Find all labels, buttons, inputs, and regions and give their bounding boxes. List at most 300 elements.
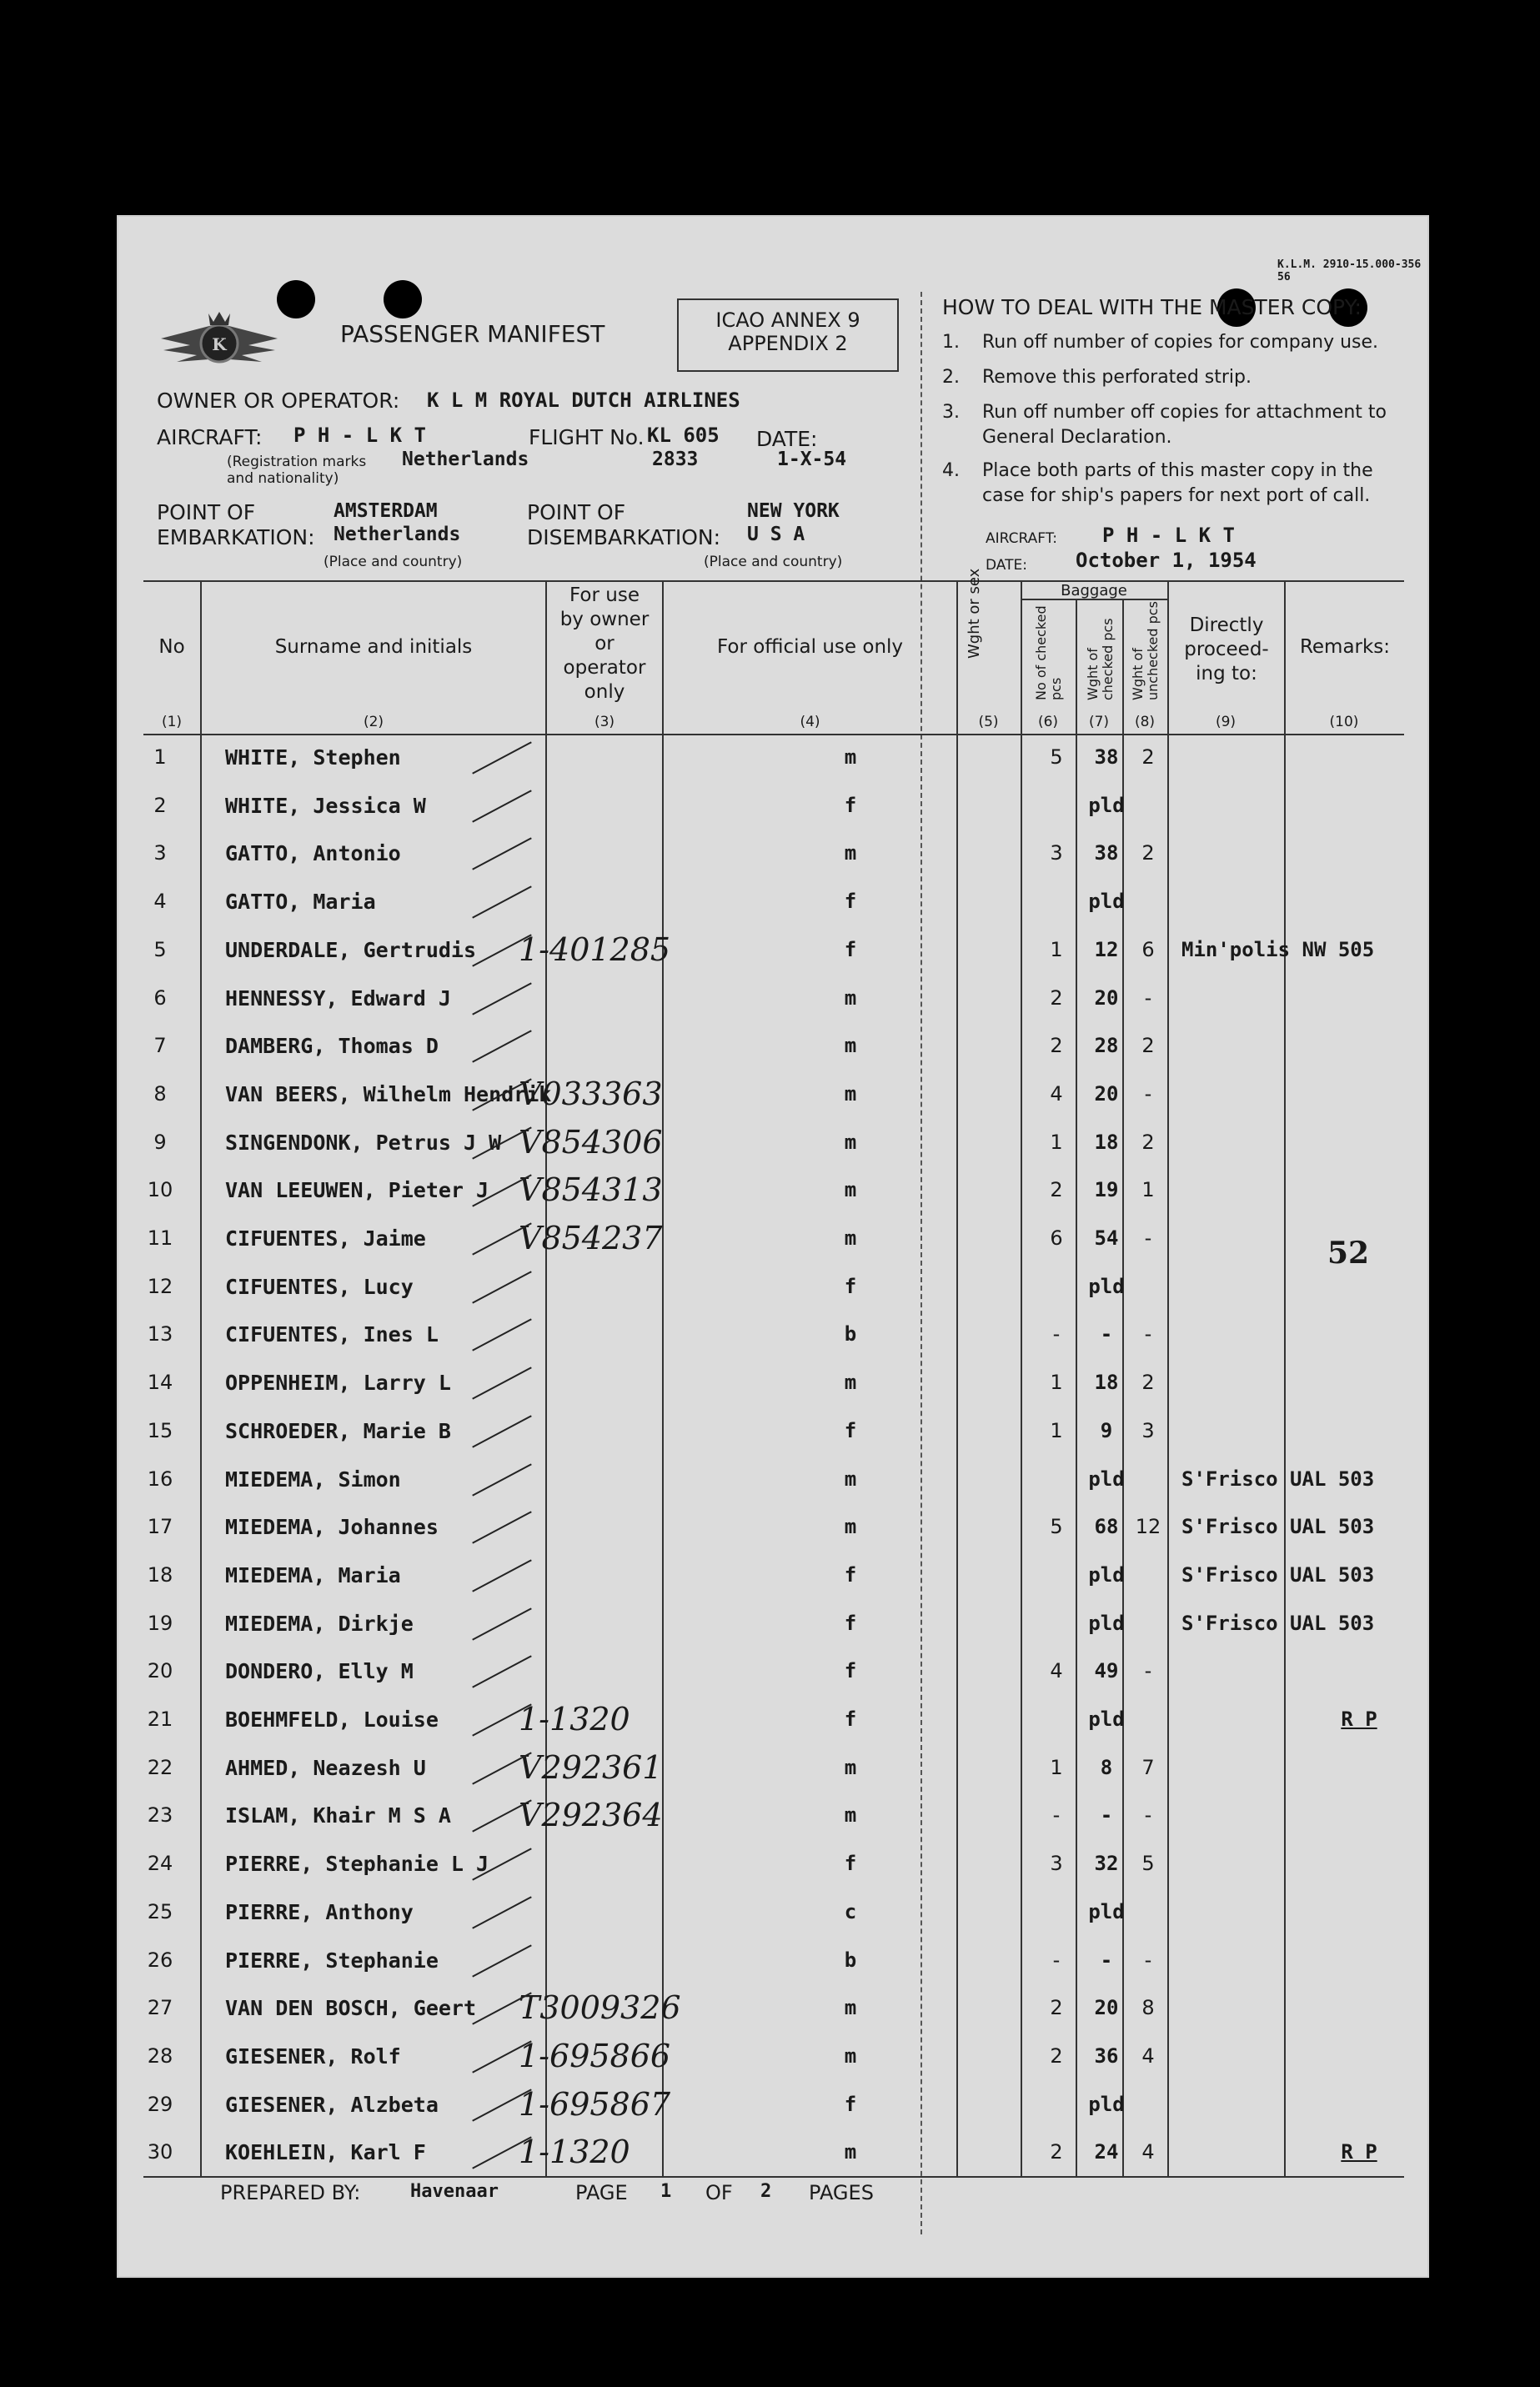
checked-weight: - [1100,1803,1113,1828]
passenger-name: VAN LEEUWEN, Pieter J [225,1178,489,1203]
checked-weight: 20 [1094,1081,1119,1106]
table-row [118,1942,1427,1990]
passenger-name: ISLAM, Khair M S A [225,1803,451,1828]
table-row [118,2134,1427,2182]
row-number: 17 [147,1515,173,1539]
row-number: 12 [147,1274,173,1298]
table-row [118,1797,1427,1845]
col-index: (5) [978,714,999,730]
row-number: 11 [147,1226,173,1250]
passenger-name: DONDERO, Elly M [225,1659,414,1684]
unchecked-weight: 6 [1141,937,1155,961]
col-header-official: For official use only [716,636,904,658]
punch-hole [384,280,422,318]
passenger-name: KOEHLEIN, Karl F [225,2140,426,2165]
passenger-name: AHMED, Neazesh U [225,1755,426,1780]
checked-weight: 38 [1094,841,1119,865]
disembark-city: NEW YORK [747,500,840,522]
unchecked-weight: 1 [1141,1178,1155,1202]
handwritten-passport-number: 1-1320 [519,1701,630,1738]
proceeding-to: S'Frisco UAL 503 [1181,1562,1375,1587]
col-header-proc-line: ing to: [1196,663,1257,685]
passenger-sex: m [844,1178,857,1202]
row-number: 14 [147,1371,173,1395]
checked-pieces: 2 [1050,2043,1063,2068]
page-label: PAGE [575,2181,628,2204]
instruction-text: case for ship's papers for next port of call. [982,485,1371,506]
owner-value: K L M ROYAL DUTCH AIRLINES [427,389,740,412]
passenger-name: MIEDEMA, Johannes [225,1515,439,1540]
table-row [118,1893,1427,1942]
embark-label: EMBARKATION: [157,525,315,549]
checked-pieces: 4 [1050,1659,1063,1683]
right-date-label: DATE: [986,557,1027,574]
table-row [118,1171,1427,1220]
col-index: (8) [1134,714,1156,730]
col-index: (2) [363,714,384,730]
check-mark [472,741,532,774]
table-row [118,883,1427,931]
instruction-text: General Declaration. [982,427,1172,448]
handwritten-passport-number: V033363 [519,1075,663,1112]
col-header-pcs: No of checked pcs [1033,605,1064,700]
of-value: 2 [760,2181,772,2202]
proceeding-to: S'Frisco UAL 503 [1181,1515,1375,1539]
checked-pieces: 3 [1050,1852,1063,1876]
col-header-no: No [158,636,185,658]
passenger-sex: f [844,1611,857,1635]
instruction-text: Place both parts of this master copy in the [982,460,1373,481]
checked-pieces: 2 [1050,1178,1063,1202]
passenger-name: VAN DEN BOSCH, Geert [225,1996,477,2021]
handwritten-passport-number: 1-1320 [519,2134,630,2171]
checked-pieces: - [1052,1322,1061,1346]
checked-pieces: 1 [1050,1755,1063,1779]
passenger-sex: c [844,1899,857,1923]
prepared-label: PREPARED BY: [220,2181,361,2204]
passenger-sex: f [844,1659,857,1683]
col-header-remarks: Remarks: [1299,636,1391,658]
proceeding-to: Min'polis NW 505 [1181,937,1375,961]
check-mark [472,1031,532,1063]
disembark-label: DISEMBARKATION: [527,525,721,549]
checked-weight: - [1100,1948,1113,1972]
checked-weight: 8 [1100,1755,1113,1779]
punch-hole [277,280,315,318]
passenger-sex: m [844,1130,857,1154]
table-row [118,1027,1427,1076]
check-mark [472,790,532,822]
checked-weight: 28 [1094,1034,1119,1058]
checked-pieces: 5 [1050,745,1063,769]
stamp-number: 52 [1327,1236,1370,1271]
table-row [118,1316,1427,1364]
unchecked-weight: - [1144,1803,1152,1828]
unchecked-weight: 4 [1141,2043,1155,2068]
checked-pieces: 1 [1050,937,1063,961]
registration-note: (Registration marks [227,454,367,470]
table-row [118,1701,1427,1749]
col-header-owner-line: For use [569,584,640,606]
checked-weight: pld [1088,1274,1125,1298]
table-row [118,1605,1427,1653]
table-top-rule [143,580,1404,582]
passenger-sex: m [844,1515,857,1539]
unchecked-weight: - [1144,1659,1152,1683]
check-mark [472,1559,532,1592]
passenger-name: GIESENER, Rolf [225,2043,401,2069]
passenger-sex: f [844,1708,857,1731]
col-header-owner-line: operator [563,657,646,679]
right-date-value: October 1, 1954 [1076,549,1257,572]
table-row [118,787,1427,835]
col-header-name: Surname and initials [274,636,473,658]
check-mark [472,1896,532,1928]
checked-weight: 24 [1094,2140,1119,2164]
check-mark [472,885,532,918]
col-header-owner-line: or [594,633,614,654]
embark-city: AMSTERDAM [334,500,438,522]
passenger-sex: m [844,1755,857,1779]
checked-weight: 68 [1094,1515,1119,1539]
flight-value2: 2833 [652,449,699,470]
checked-weight: 54 [1094,1226,1119,1250]
passenger-sex: m [844,1467,857,1491]
table-row [118,1412,1427,1461]
checked-weight: 20 [1094,985,1119,1010]
passenger-name: CIFUENTES, Jaime [225,1226,426,1251]
check-mark [472,1463,532,1496]
checked-pieces: - [1052,1803,1061,1828]
handwritten-passport-number: V292364 [519,1797,663,1834]
row-number: 30 [147,2140,173,2164]
passenger-name: CIFUENTES, Lucy [225,1274,414,1299]
passenger-sex: f [844,1274,857,1298]
row-number: 19 [147,1611,173,1635]
row-number: 1 [153,745,167,769]
passenger-name: UNDERDALE, Gertrudis [225,937,477,962]
col-index: (10) [1329,714,1359,730]
instruction-text: Run off number of copies for company use. [982,332,1379,353]
checked-pieces: 5 [1050,1515,1063,1539]
checked-pieces: 1 [1050,1371,1063,1395]
instructions-title: HOW TO DEAL WITH THE MASTER COPY: [942,295,1362,319]
passenger-name: DAMBERG, Thomas D [225,1034,439,1059]
instruction-num: 1. [942,332,960,353]
row-number: 2 [153,793,167,817]
table-row [118,1461,1427,1509]
checked-weight: pld [1088,1562,1125,1587]
passenger-sex: m [844,1034,857,1058]
passenger-sex: f [844,937,857,961]
table-row [118,1124,1427,1172]
icao-line2: APPENDIX 2 [728,332,848,355]
checked-weight: pld [1088,890,1125,914]
passenger-sex: m [844,1371,857,1395]
unchecked-weight: 12 [1135,1515,1161,1539]
unchecked-weight: - [1144,1322,1152,1346]
table-row [118,1076,1427,1124]
table-row [118,1220,1427,1268]
passenger-sex: b [844,1948,857,1972]
passenger-name: MIEDEMA, Dirkje [225,1611,414,1636]
pages-label: PAGES [809,2181,874,2204]
passenger-name: PIERRE, Stephanie L J [225,1852,489,1877]
col-header-owner-line: by owner [559,609,650,630]
passenger-name: WHITE, Stephen [225,745,401,770]
unchecked-weight: 2 [1141,841,1155,865]
unchecked-weight: 5 [1141,1852,1155,1876]
table-row [118,980,1427,1028]
row-number: 9 [153,1130,167,1154]
passenger-name: GATTO, Maria [225,890,376,915]
passenger-name: SINGENDONK, Petrus J W [225,1130,502,1155]
flight-value: KL 605 [647,424,720,447]
row-number: 8 [153,1081,167,1106]
checked-pieces: 2 [1050,985,1063,1010]
handwritten-passport-number: T3009326 [519,1989,681,2027]
passenger-name: BOEHMFELD, Louise [225,1708,439,1732]
checked-pieces: 2 [1050,1996,1063,2020]
disembark-label: POINT OF [527,500,626,524]
table-row [118,1268,1427,1316]
checked-weight: 20 [1094,1996,1119,2020]
unchecked-weight: - [1144,985,1152,1010]
col-index: (4) [800,714,820,730]
passenger-name: VAN BEERS, Wilhelm Hendrik [225,1081,552,1106]
aircraft-value: P H - L K T [293,424,426,447]
disembark-country: U S A [747,524,805,545]
klm-logo [157,298,282,379]
check-mark [472,982,532,1015]
place-note: (Place and country) [324,554,463,570]
passenger-sex: f [844,1852,857,1876]
row-number: 15 [147,1418,173,1442]
checked-weight: - [1100,1322,1113,1346]
handwritten-passport-number: V292361 [519,1748,663,1786]
unchecked-weight: 4 [1141,2140,1155,2164]
date-label: DATE: [756,427,818,451]
passenger-name: PIERRE, Stephanie [225,1948,439,1973]
col-header-owner [547,584,662,705]
unchecked-weight: - [1144,1948,1152,1972]
passenger-sex: f [844,890,857,914]
passenger-sex: m [844,1803,857,1828]
check-mark [472,1415,532,1447]
place-note: (Place and country) [704,554,843,570]
check-mark [472,1319,532,1351]
row-number: 21 [147,1708,173,1731]
handwritten-passport-number: 1-695867 [519,2085,671,2123]
prepared-value: Havenaar [410,2181,499,2202]
row-number: 27 [147,1996,173,2020]
instruction-text: Run off number off copies for attachment to [982,402,1387,423]
passenger-name: CIFUENTES, Ines L [225,1322,439,1347]
passenger-sex: m [844,841,857,865]
checked-pieces: 1 [1050,1418,1063,1442]
checked-weight: 38 [1094,745,1119,769]
checked-pieces: 1 [1050,1130,1063,1154]
check-mark [472,1367,532,1399]
checked-weight: 32 [1094,1852,1119,1876]
row-number: 24 [147,1852,173,1876]
page-value: 1 [660,2181,672,2202]
check-mark [472,1271,532,1303]
check-mark [472,1512,532,1544]
checked-pieces: 6 [1050,1226,1063,1250]
check-mark [472,1656,532,1688]
proceeding-to: S'Frisco UAL 503 [1181,1611,1375,1635]
instruction-num: 4. [942,460,960,481]
row-number: 22 [147,1755,173,1779]
table-row [118,1364,1427,1412]
proceeding-to: S'Frisco UAL 503 [1181,1467,1375,1491]
passenger-sex: m [844,985,857,1010]
handwritten-passport-number: V854306 [519,1123,663,1161]
table-row [118,1508,1427,1557]
instruction-num: 3. [942,402,960,423]
passenger-sex: m [844,1996,857,2020]
form-code: K.L.M. 2910-15.000-356 56 [1277,258,1422,283]
checked-weight: 19 [1094,1178,1119,1202]
table-row [118,739,1427,787]
col-index: (9) [1215,714,1237,730]
passenger-name: GIESENER, Alzbeta [225,2092,439,2117]
row-number: 5 [153,937,167,961]
flight-label: FLIGHT No. [529,425,645,449]
checked-pieces: 2 [1050,1034,1063,1058]
checked-weight: 9 [1100,1418,1113,1442]
passenger-name: GATTO, Antonio [225,841,401,866]
instruction-text: Remove this perforated strip. [982,367,1252,388]
passenger-sex: m [844,2043,857,2068]
right-aircraft-label: AIRCRAFT: [986,530,1057,547]
passenger-name: WHITE, Jessica W [225,793,426,818]
checked-weight: pld [1088,2092,1125,2116]
embark-country: Netherlands [334,524,461,545]
icao-box [677,298,899,372]
registration-note: and nationality) [227,470,339,487]
col-header-proc-line: proceed- [1184,639,1269,660]
row-number: 18 [147,1562,173,1587]
passenger-sex: m [844,2140,857,2164]
unchecked-weight: 8 [1141,1996,1155,2020]
manifest-sheet [117,215,1429,2278]
row-number: 16 [147,1467,173,1491]
row-number: 29 [147,2092,173,2116]
embark-label: POINT OF [157,500,256,524]
manifest-title: PASSENGER MANIFEST [340,320,605,348]
row-number: 10 [147,1178,173,1202]
unchecked-weight: 2 [1141,745,1155,769]
checked-weight: pld [1088,1611,1125,1635]
date-value: 1-X-54 [777,449,847,470]
checked-weight: pld [1088,1899,1125,1923]
checked-weight: 36 [1094,2043,1119,2068]
row-number: 6 [153,985,167,1010]
aircraft-label: AIRCRAFT: [157,425,263,449]
owner-label: OWNER OR OPERATOR: [157,389,400,413]
table-row [118,1557,1427,1605]
remarks: R P [1341,1708,1377,1731]
of-label: OF [705,2181,733,2204]
passenger-sex: m [844,745,857,769]
passenger-name: SCHROEDER, Marie B [225,1418,451,1443]
passenger-name: MIEDEMA, Simon [225,1467,401,1492]
row-number: 7 [153,1034,167,1058]
unchecked-weight: - [1144,1226,1152,1250]
table-row [118,931,1427,980]
checked-weight: 18 [1094,1371,1119,1395]
col-index: (6) [1037,714,1059,730]
checked-weight: pld [1088,793,1125,817]
handwritten-passport-number: V854237 [519,1220,663,1256]
col-header-proceeding [1169,614,1284,686]
table-row [118,1845,1427,1893]
svg-text:K: K [212,334,227,354]
table-row [118,2038,1427,2086]
col-header-owner-line: only [584,681,625,703]
unchecked-weight: 3 [1141,1418,1155,1442]
checked-pieces: 2 [1050,2140,1063,2164]
row-number: 26 [147,1948,173,1972]
checked-weight: pld [1088,1708,1125,1731]
passenger-name: MIEDEMA, Maria [225,1562,401,1587]
table-row [118,1749,1427,1798]
col-header-wt: Wght of checked pcs [1085,618,1116,700]
checked-pieces: 4 [1050,1081,1063,1106]
col-header-unchecked: Wght of unchecked pcs [1130,601,1161,700]
row-number: 25 [147,1899,173,1923]
checked-pieces: - [1052,1948,1061,1972]
unchecked-weight: 2 [1141,1371,1155,1395]
passenger-sex: m [844,1226,857,1250]
row-number: 23 [147,1803,173,1828]
row-number: 3 [153,841,167,865]
passenger-sex: f [844,793,857,817]
remarks: R P [1341,2140,1377,2164]
aircraft-nationality: Netherlands [402,449,529,470]
unchecked-weight: 2 [1141,1034,1155,1058]
passenger-sex: f [844,1562,857,1587]
unchecked-weight: - [1144,1081,1152,1106]
row-number: 28 [147,2043,173,2068]
row-number: 13 [147,1322,173,1346]
table-row [118,835,1427,883]
checked-pieces: 3 [1050,841,1063,865]
passenger-sex: f [844,1418,857,1442]
right-aircraft-value: P H - L K T [1102,524,1235,547]
table-row [118,1652,1427,1701]
table-row [118,2086,1427,2134]
icao-line1: ICAO ANNEX 9 [715,308,860,332]
checked-weight: 49 [1094,1659,1119,1683]
passenger-name: OPPENHEIM, Larry L [225,1371,451,1396]
col-header-baggage: Baggage [1061,582,1127,599]
checked-weight: 12 [1094,937,1119,961]
unchecked-weight: 2 [1141,1130,1155,1154]
passenger-sex: b [844,1322,857,1346]
check-mark [472,838,532,870]
col-header-sex: Wght or sex [966,568,983,659]
table-row [118,1989,1427,2038]
row-number: 20 [147,1659,173,1683]
instruction-num: 2. [942,367,960,388]
handwritten-passport-number: 1-695866 [519,2037,671,2074]
checked-weight: pld [1088,1467,1125,1491]
passenger-sex: m [844,1081,857,1106]
handwritten-passport-number: V854313 [519,1171,663,1209]
